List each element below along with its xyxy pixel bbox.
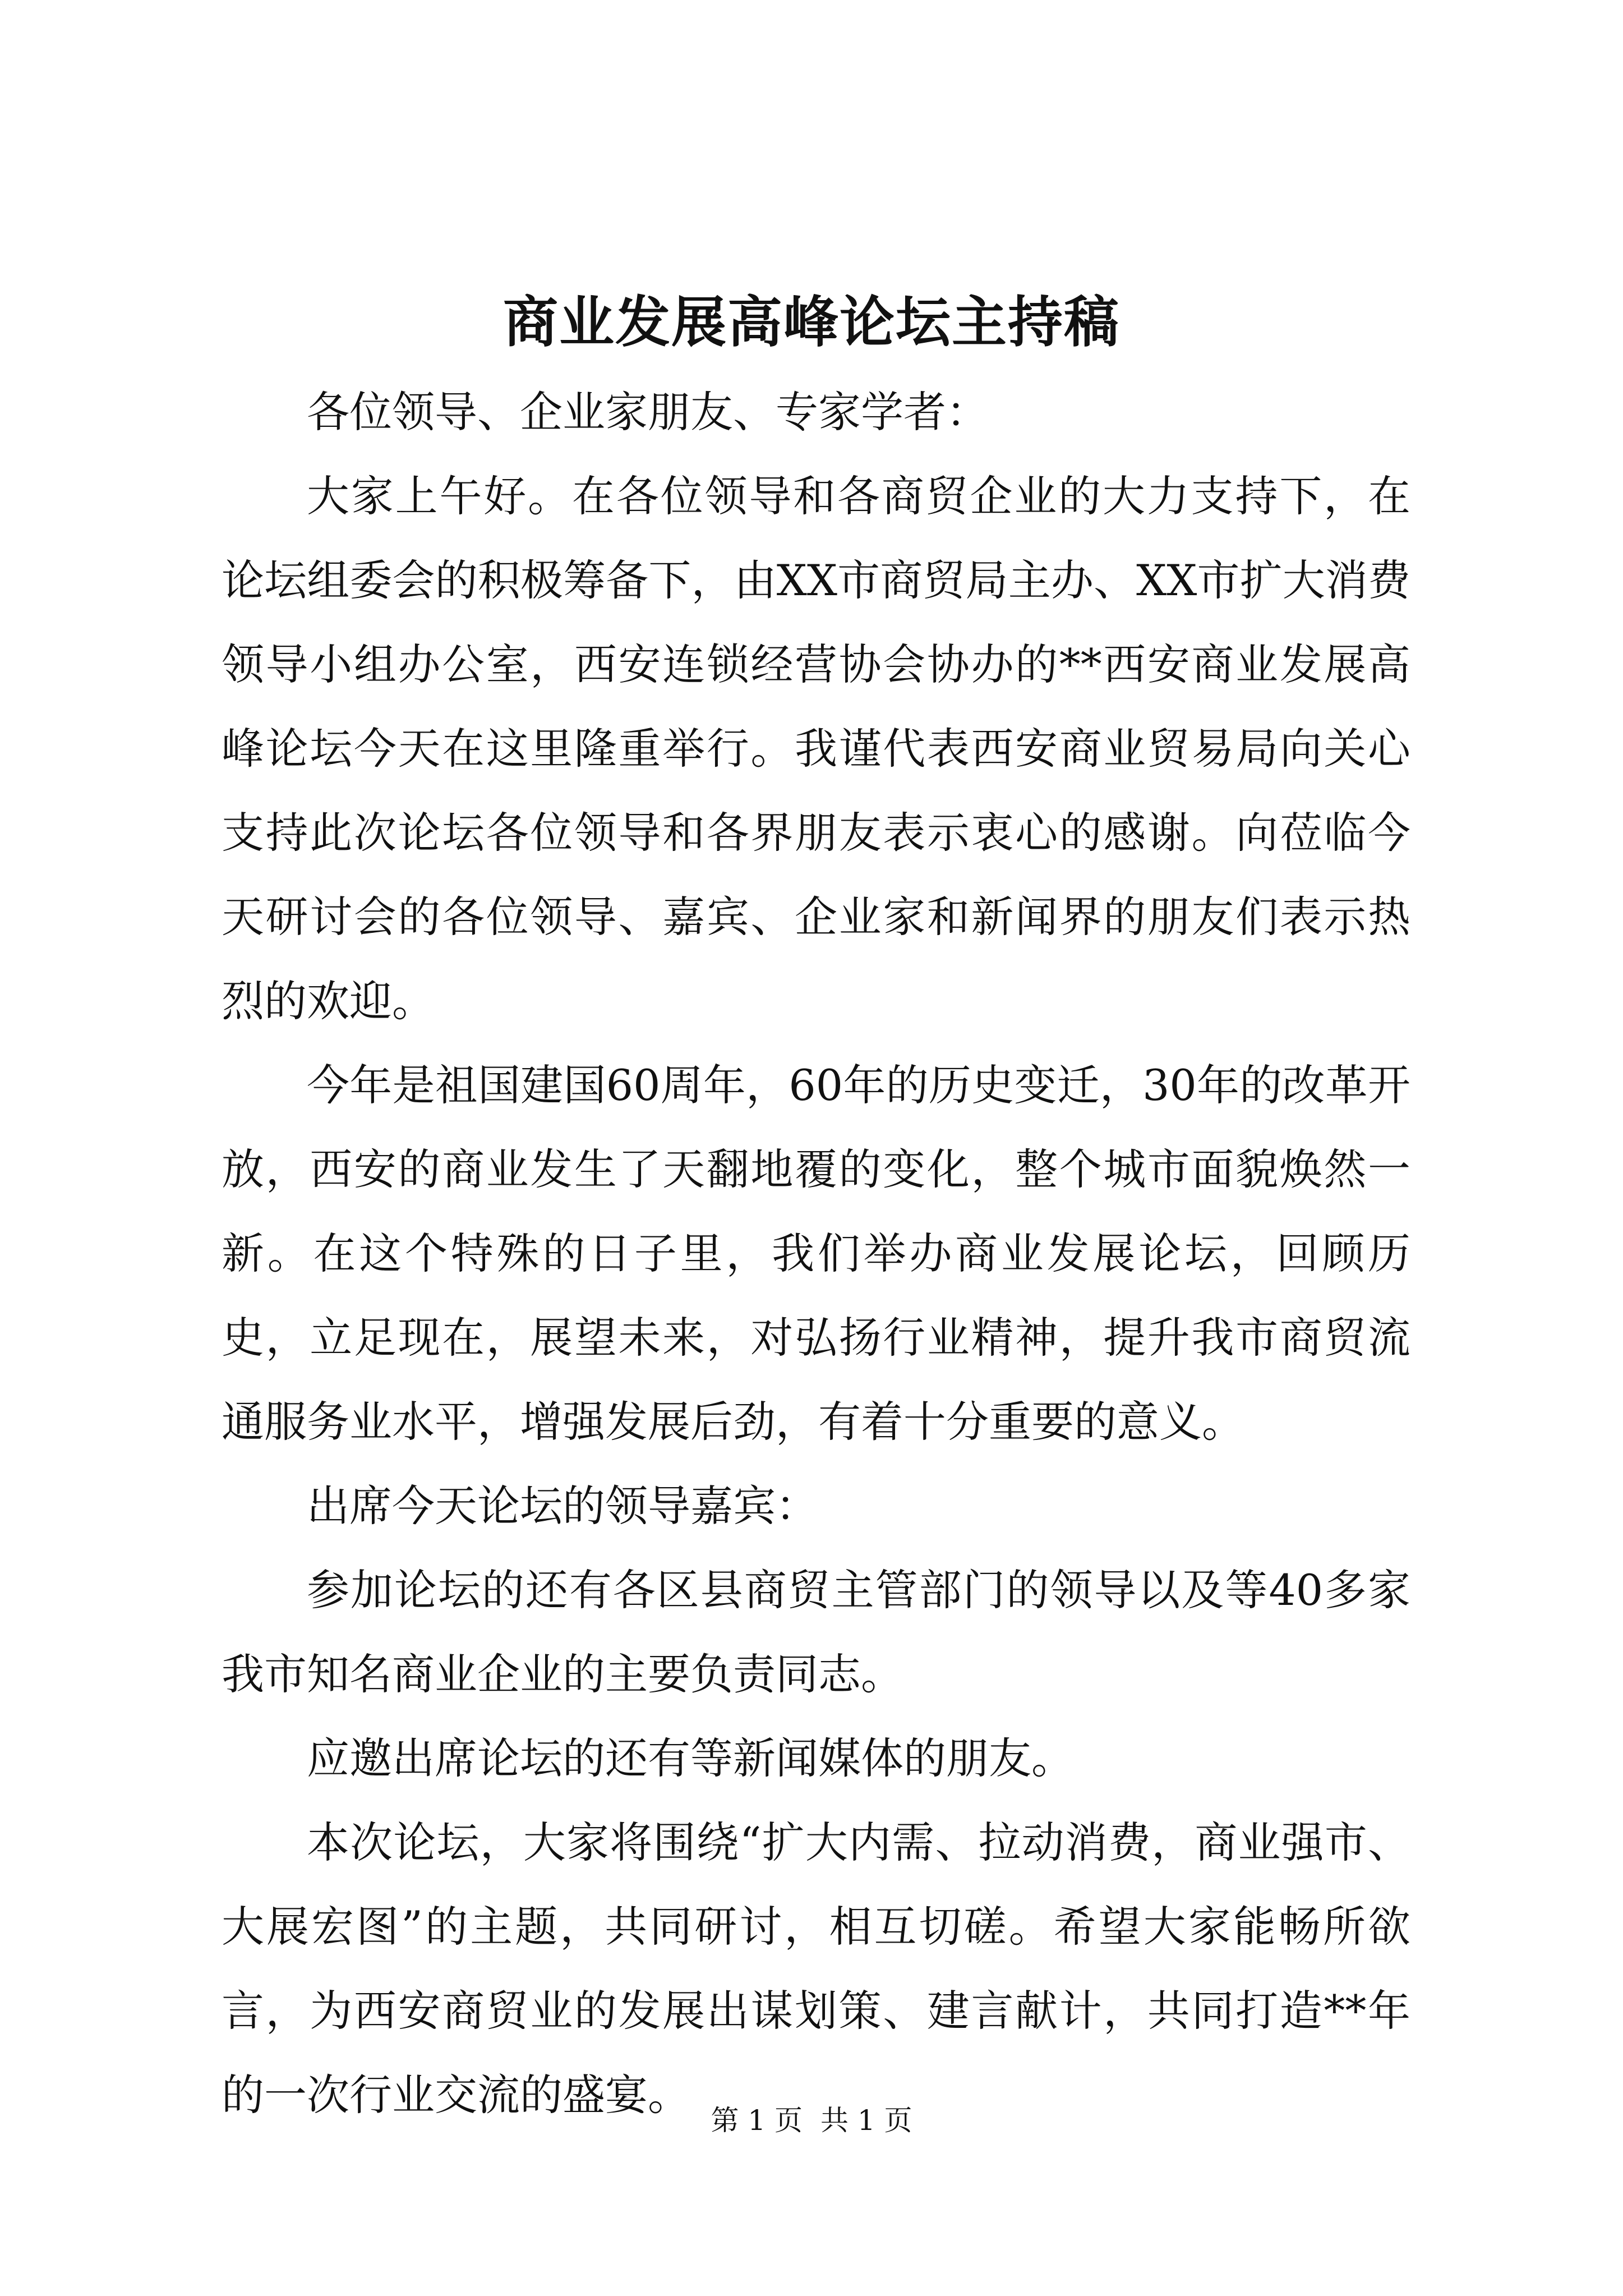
page-total: 共 1 页 bbox=[820, 2104, 912, 2137]
opening-paragraph: 大家上午好。在各位领导和各商贸企业的大力支持下，在论坛组委会的积极筹备下，由XX市商贸局主办、XX市扩大消费领导小组办公室，西安连锁经营协会协办的**西安商业发展高峰论坛今天在这里隆重举行。我谨代表西安商业贸易局向关心支持此次论坛各位领导和各界朋友表示衷心的感谢。向莅临今天研讨会的各位领导、嘉宾、企业家和新闻界的朋友们表示热烈的欢迎。 bbox=[222, 471, 1410, 1026]
guests-paragraph: 出席今天论坛的领导嘉宾： bbox=[307, 1481, 818, 1531]
attendees-paragraph: 参加论坛的还有各区县商贸主管部门的领导以及等40多家我市知名商业企业的主要负责同志。 bbox=[222, 1565, 1410, 1699]
media-paragraph: 应邀出席论坛的还有等新闻媒体的朋友。 bbox=[307, 1733, 1074, 1783]
theme-paragraph: 本次论坛，大家将围绕“扩大内需、拉动消费，商业强市、大展宏图”的主题，共同研讨，相互切磋。希望大家能畅所欲言，为西安商贸业的发展出谋划策、建言献计，共同打造**年的一次行业交流的盛宴。 bbox=[222, 1818, 1410, 2120]
document-body bbox=[222, 370, 1410, 2137]
page-number: 第 1 页 bbox=[711, 2104, 803, 2137]
page-footer bbox=[0, 2101, 1623, 2140]
significance-paragraph: 今年是祖国建国60周年，60年的历史变迁，30年的改革开放，西安的商业发生了天翻地覆的变化，整个城市面貌焕然一新。在这个特殊的日子里，我们举办商业发展论坛，回顾历史，立足现在，展望未来，对弘扬行业精神，提升我市商贸流通服务业水平，增强发展后劲，有着十分重要的意义。 bbox=[222, 1060, 1410, 1447]
document-title: 商业发展高峰论坛主持稿 bbox=[502, 290, 1120, 355]
salutation-paragraph: 各位领导、企业家朋友、专家学者： bbox=[307, 387, 989, 437]
